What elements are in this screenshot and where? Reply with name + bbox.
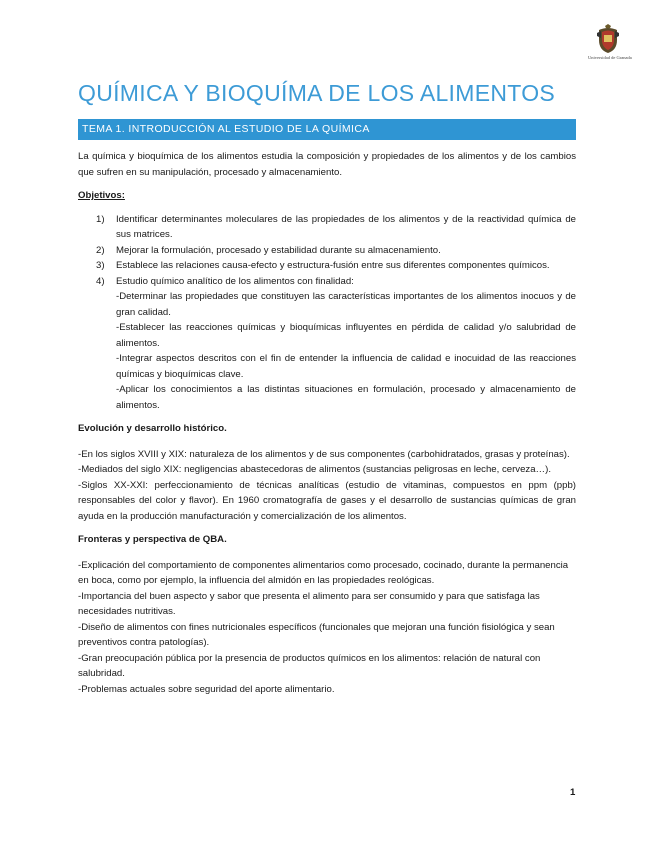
evolution-paragraph: -En los siglos XVIII y XIX: naturaleza de los alimentos y de sus componentes (carbohidratados, grasas y proteínas). bbox=[78, 448, 570, 460]
frontiers-paragraph: -Explicación del comportamiento de componentes alimentarios como procesado, cocinado, durante la permanencia en boca, como por ejemplo, la influencia del almidón en las propiedades reológicas. bbox=[78, 559, 569, 586]
sub-item: -Aplicar los conocimientos a las distintas situaciones en formulación, procesado y almacenamiento de alimentos. bbox=[116, 384, 576, 411]
evolution-paragraph: -Mediados del siglo XIX: negligencias abastecedoras de alimentos (sustancias peligrosas en leche, cerveza…). bbox=[78, 464, 552, 475]
coat-of-arms-icon bbox=[595, 24, 621, 54]
list-item: 2) Mejorar la formulación, procesado y estabilidad durante su almacenamiento. bbox=[96, 244, 441, 256]
document-body bbox=[78, 149, 576, 697]
sub-item: -Integrar aspectos descritos con el fin de entender la influencia de calidad e inocuidad de las reacciones químicas y bioquímicas clave. bbox=[116, 353, 576, 380]
logo-caption: Universidad de Granada bbox=[588, 55, 632, 60]
frontiers-paragraph: -Problemas actuales sobre seguridad del aporte alimentario. bbox=[78, 683, 335, 695]
objectives-list bbox=[78, 212, 576, 414]
frontiers-heading: Fronteras y perspectiva de QBA. bbox=[78, 534, 227, 545]
list-item: 4) Estudio químico analítico de los alimentos con finalidad: -Determinar las propiedades que constituyen las características importantes de los alimentos inocuos y de gran calidad. -Establecer las reacciones químicas y bioquímicas influyentes en pérdida de calidad y/o salubridad de alimentos. -Integrar aspectos descritos con el fin de entender la influencia de calidad e inocuidad de las reacciones químicas y bioquímicas clave. -Aplicar los conocimientos a las distintas situaciones en formulación, procesado y almacenamiento de alimentos. bbox=[78, 274, 576, 414]
intro-paragraph: La química y bioquímica de los alimentos estudia la composición y propiedades de los alimentos y de los cambios que sufren en su manipulación, procesado y almacenamiento. bbox=[78, 151, 576, 178]
sub-item: -Determinar las propiedades que constituyen las características importantes de los alimentos inocuos y de gran calidad. bbox=[116, 291, 576, 318]
objectives-heading: Objetivos: bbox=[78, 190, 125, 201]
page-number: 1 bbox=[570, 787, 576, 798]
list-item: 3) Establece las relaciones causa-efecto y estructura-fusión entre sus diferentes componentes químicos. bbox=[96, 260, 550, 271]
section-band: TEMA 1. INTRODUCCIÓN AL ESTUDIO DE LA QUÍMICA bbox=[78, 119, 576, 140]
sub-item: -Establecer las reacciones químicas y bioquímicas influyentes en pérdida de calidad y/o salubridad de alimentos. bbox=[116, 322, 576, 349]
list-item: 1) Identificar determinantes moleculares de las propiedades de los alimentos y de la reactividad química de sus matrices. bbox=[96, 213, 576, 240]
frontiers-paragraph: -Gran preocupación pública por la presencia de productos químicos en los alimentos: relación de natural con salubridad. bbox=[78, 652, 541, 679]
frontiers-paragraph: -Importancia del buen aspecto y sabor que presenta el alimento para ser consumido y para que satisfaga las necesidades nutritivas. bbox=[78, 590, 540, 617]
frontiers-paragraph: -Diseño de alimentos con fines nutricionales específicos (funcionales que mejoran una función fisiológica y sean preventivos contra patologías). bbox=[78, 621, 555, 648]
page-title: QUÍMICA Y BIOQUÍMA DE LOS ALIMENTOS bbox=[78, 80, 556, 106]
evolution-heading: Evolución y desarrollo histórico. bbox=[78, 423, 227, 434]
evolution-paragraph: -Siglos XX-XXI: perfeccionamiento de técnicas analíticas (estudio de vitaminas, compuestos en ppm (ppb) responsables del color y flavor). En 1960 cromatografía de gases y el desarrollo de sustancias químicas de gran ayuda en la producción manufacturación y comercialización de los alimentos. bbox=[78, 479, 576, 522]
university-logo bbox=[588, 24, 632, 60]
